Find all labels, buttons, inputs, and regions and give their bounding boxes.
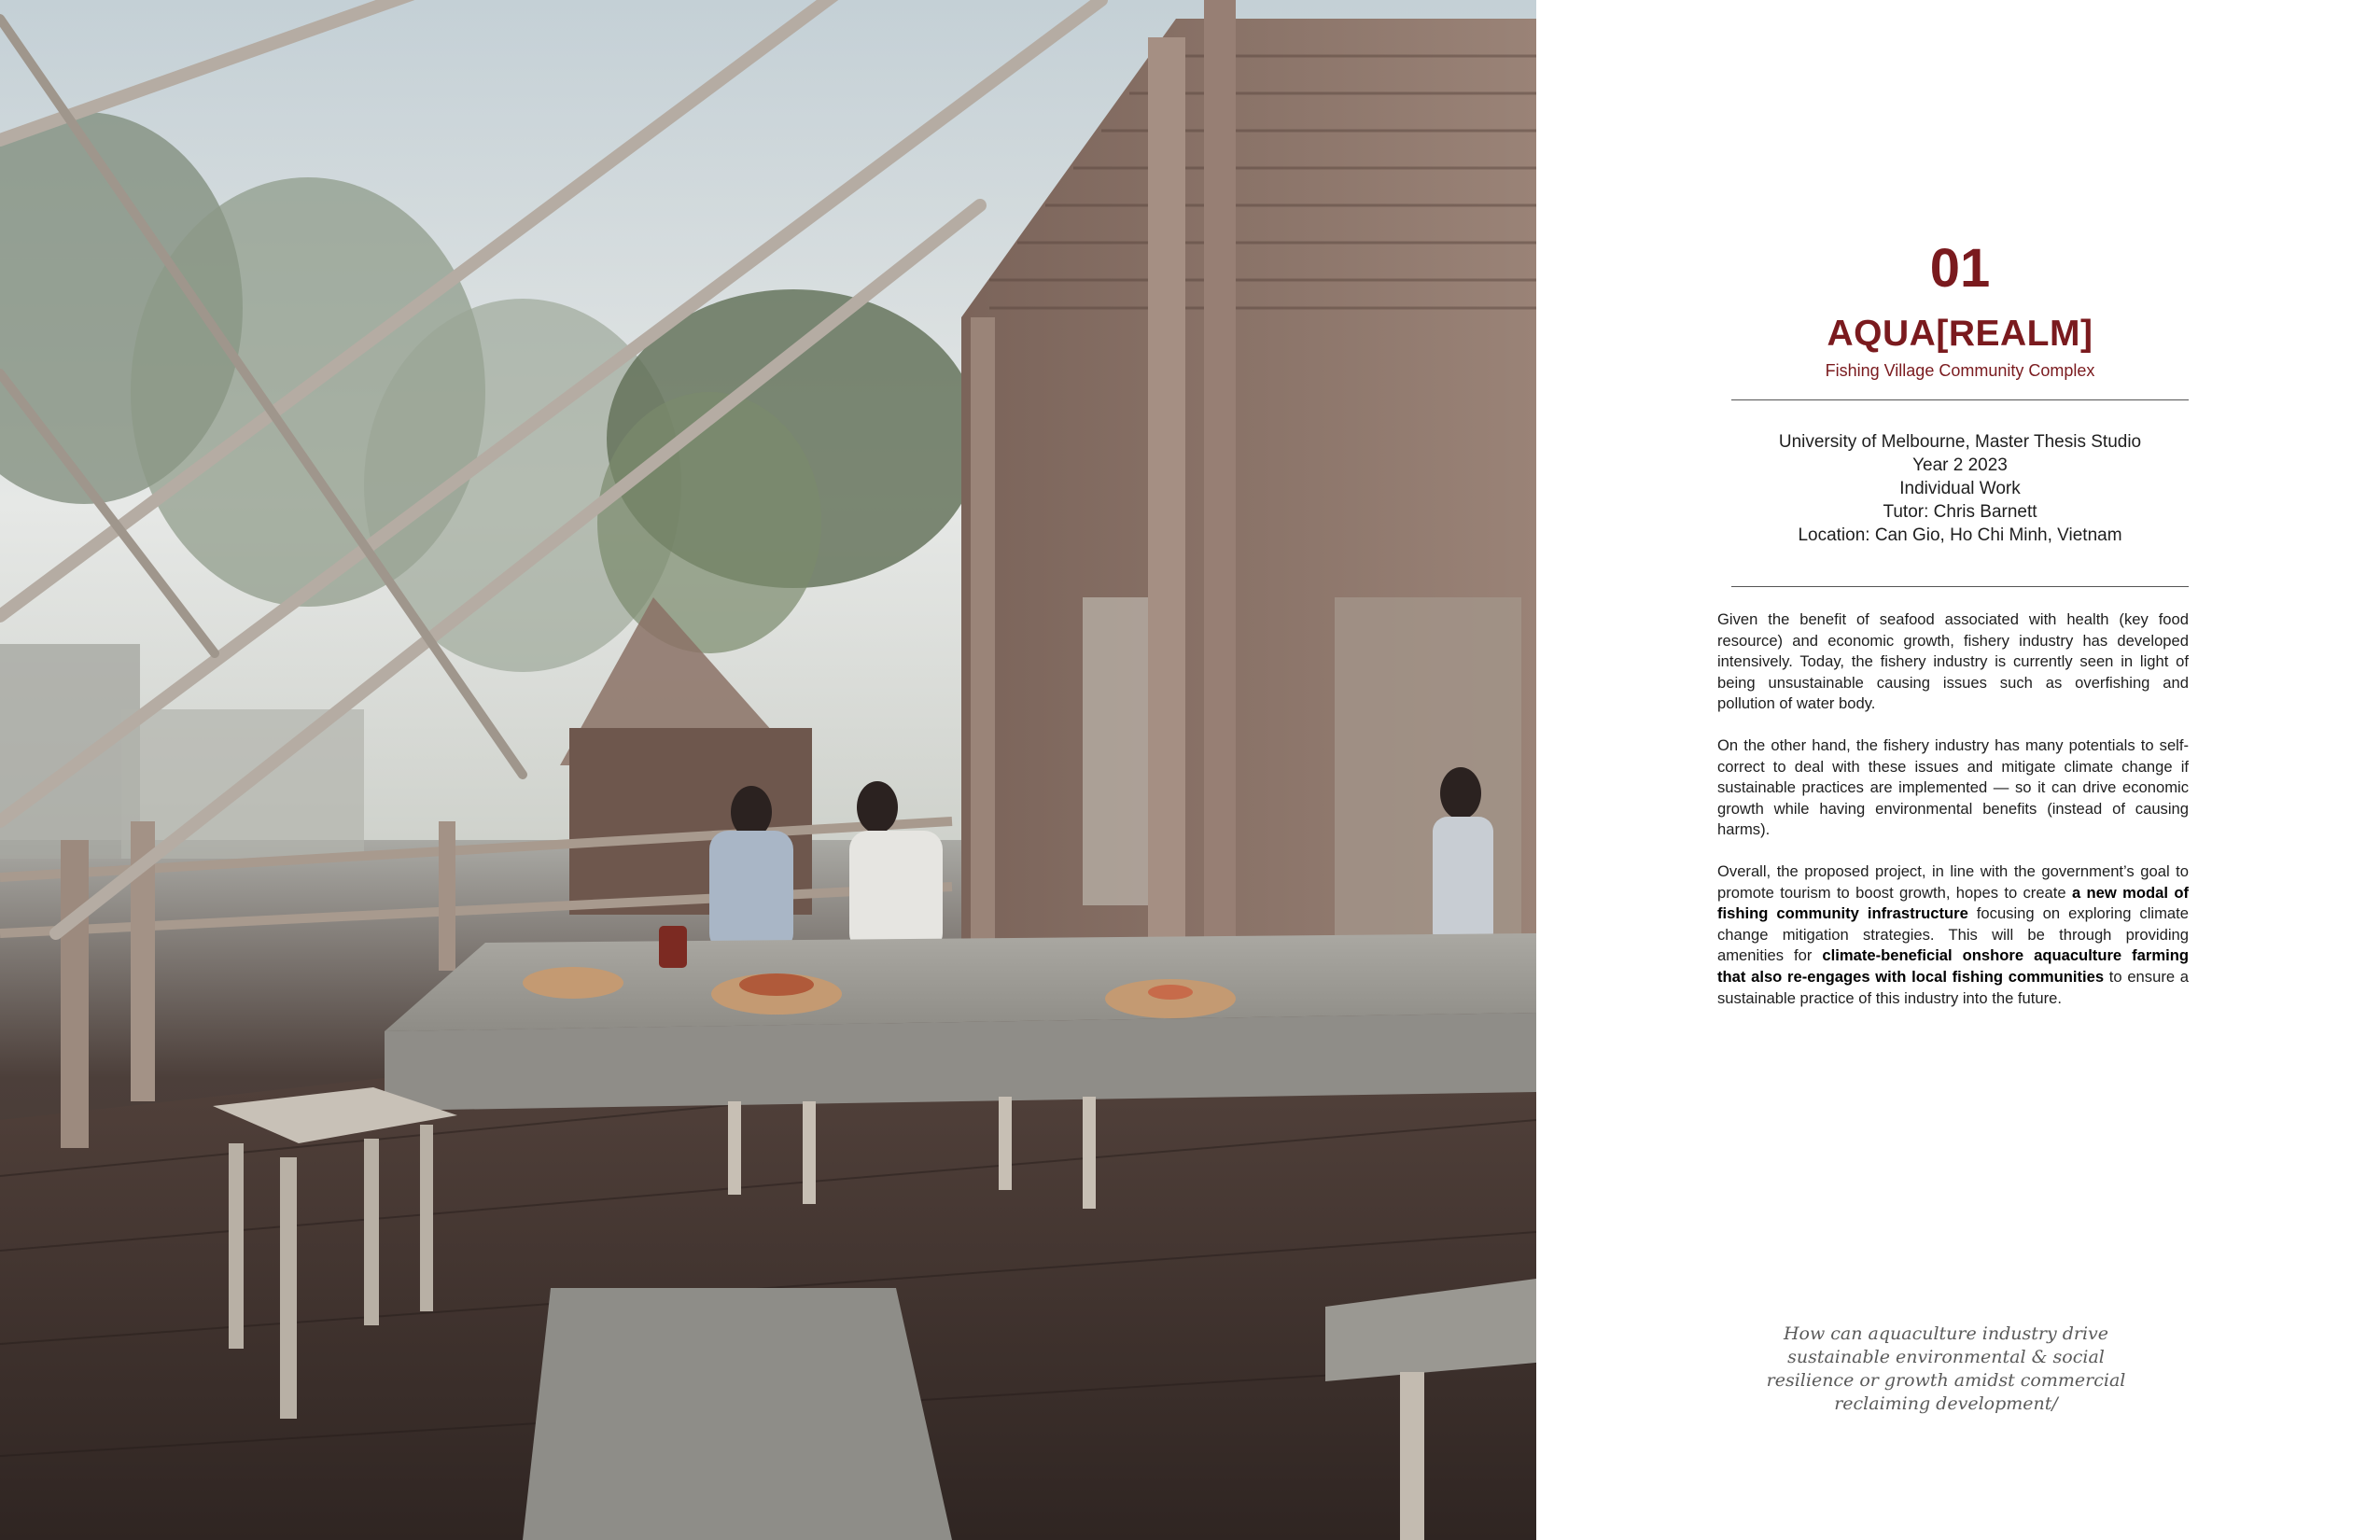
project-description bbox=[1717, 609, 2189, 1009]
project-number: 01 bbox=[1929, 238, 1991, 299]
info-line-location: Location: Can Gio, Ho Chi Minh, Vietnam bbox=[1798, 525, 2122, 545]
paragraph-3-emphasis-2: climate-beneficial onshore aquaculture farming that also re-engages with local fishing communities bbox=[1717, 946, 2190, 986]
description-paragraph-1: Given the benefit of seafood associated with health (key food resource) and economic growth, fishery industry has developed intensively. Today, the fishery industry is currently seen in light of being unsustainable causing issues such as overfishing and pollution of water body. bbox=[1717, 610, 2189, 713]
divider-top bbox=[1731, 399, 2189, 400]
paragraph-3-text-e: to ensure a sustainable practice of this industry into the future. bbox=[1717, 967, 2190, 1007]
project-info bbox=[1717, 430, 2203, 547]
divider-bottom bbox=[1731, 586, 2189, 587]
info-line-work-type: Individual Work bbox=[1899, 479, 2021, 498]
paragraph-3-text-c: focusing on exploring climate change mitigation strategies. This will be through providing amenities for bbox=[1717, 904, 2189, 965]
paragraph-3-emphasis-1: a new modal of fishing community infrastructure bbox=[1717, 883, 2189, 923]
project-text-column bbox=[1717, 215, 2203, 1029]
info-line-institution: University of Melbourne, Master Thesis Studio bbox=[1778, 432, 2142, 452]
info-line-tutor: Tutor: Chris Barnett bbox=[1883, 502, 2037, 522]
project-title: AQUA[REALM] bbox=[1827, 314, 2093, 354]
description-paragraph-3 bbox=[1717, 861, 2189, 1009]
research-question-quote: How can aquaculture industry drive sustainable environmental & social resilience or growth amidst commercial reclaiming development/ bbox=[1766, 1323, 2126, 1414]
description-paragraph-2: On the other hand, the fishery industry has many potentials to self-correct to deal with these issues and mitigate climate change if sustainable practices are implemented — so it can drive economic growth while having environmental benefits (instead of causing harms). bbox=[1717, 735, 2189, 839]
project-subtitle: Fishing Village Community Complex bbox=[1825, 361, 2095, 380]
info-line-year: Year 2 2023 bbox=[1912, 455, 2008, 475]
paragraph-3-text-a: Overall, the proposed project, in line with the government’s goal to promote tourism to boost growth, hopes to create bbox=[1717, 861, 2189, 902]
